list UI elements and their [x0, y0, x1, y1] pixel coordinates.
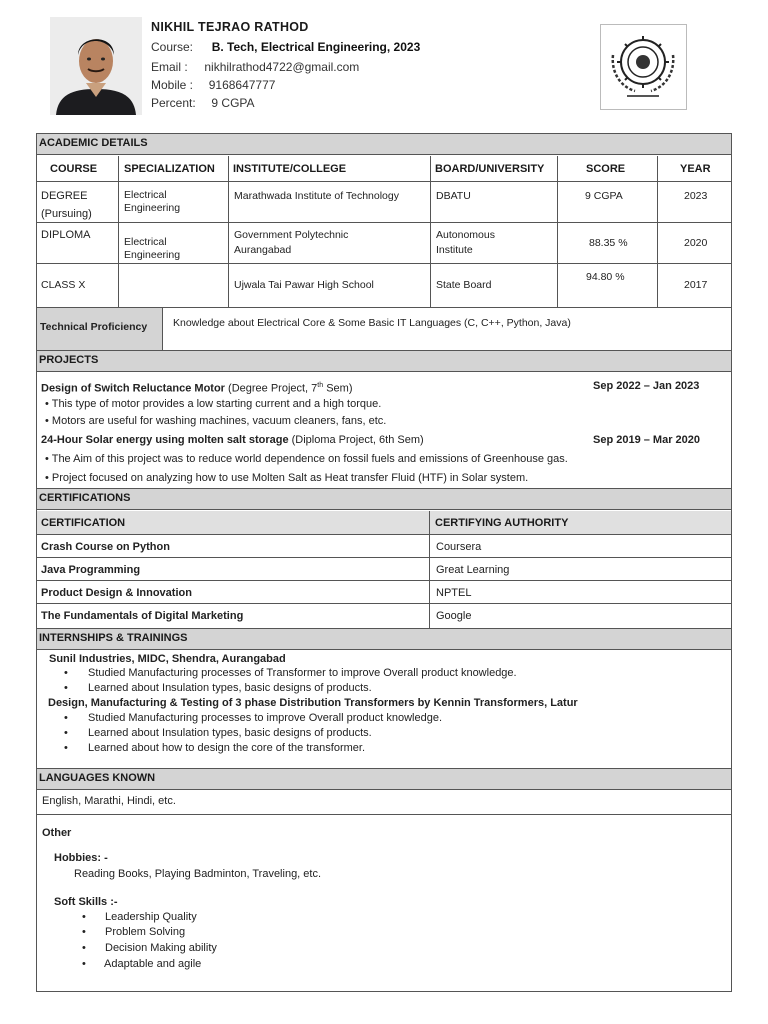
course-line [151, 40, 420, 54]
row3-score: 94.80 % [586, 271, 625, 283]
internships-section-title: INTERNSHIPS & TRAININGS [37, 628, 731, 650]
row3-year: 2017 [684, 279, 708, 291]
internship-2-bullet-3: • Learned about how to design the core of the transformer. [64, 742, 366, 754]
project1-bullet-1: • This type of motor provides a low starting current and a high torque. [45, 398, 382, 410]
other-title: Other [42, 827, 72, 839]
soft-skill-2: • Problem Solving [82, 926, 186, 938]
row2-course: DIPLOMA [41, 229, 91, 241]
course-value: B. Tech, Electrical Engineering, 2023 [211, 40, 421, 54]
email-label: Email : [151, 60, 188, 74]
col-board: BOARD/UNIVERSITY [435, 163, 545, 175]
mobile-label: Mobile : [151, 78, 194, 92]
row3-board: State Board [436, 279, 492, 291]
project2-bullet-1: • The Aim of this project was to reduce world dependence on fossil fuels and emissions of Greenhouse gas. [45, 453, 568, 465]
internship-1-bullet-1: • Studied Manufacturing processes of Transformer to improve Overall product knowledge. [64, 667, 517, 679]
soft-skill-3: • Decision Making ability [82, 942, 217, 954]
email-line [151, 60, 359, 74]
internship-1-company: Sunil Industries, MIDC, Shendra, Aurangabad [49, 653, 286, 665]
row3-institute: Ujwala Tai Pawar High School [234, 279, 374, 291]
col-year: YEAR [680, 163, 711, 175]
project2-title: 24-Hour Solar energy using molten salt storage (Diploma Project, 6th Sem) [41, 434, 424, 446]
percent-line [151, 96, 255, 110]
row1-score: 9 CGPA [585, 190, 623, 202]
mobile-value: 9168647777 [208, 78, 276, 92]
internship-1-bullet-2: • Learned about Insulation types, basic designs of products. [64, 682, 372, 694]
tech-value: Knowledge about Electrical Core & Some Basic IT Languages (C, C++, Python, Java) [173, 317, 571, 329]
candidate-name: NIKHIL TEJRAO RATHOD [151, 20, 309, 34]
cert-row-3-name: Product Design & Innovation [41, 587, 192, 599]
col-specialization: SPECIALIZATION [124, 163, 215, 175]
cert-col-authority: CERTIFYING AUTHORITY [435, 517, 569, 529]
hobbies-value: Reading Books, Playing Badminton, Traveling, etc. [74, 868, 322, 880]
row1-year: 2023 [684, 190, 708, 202]
percent-value: 9 CGPA [211, 96, 255, 110]
internship-2-bullet-1: • Studied Manufacturing processes to improve Overall product knowledge. [64, 712, 443, 724]
cert-row-1-name: Crash Course on Python [41, 541, 170, 553]
university-logo [600, 24, 687, 110]
row2-year: 2020 [684, 237, 708, 249]
cert-row-2-authority: Great Learning [436, 564, 510, 576]
cert-row-1-authority: Coursera [436, 541, 482, 553]
cert-row-3-authority: NPTEL [436, 587, 472, 599]
project1-date: Sep 2022 – Jan 2023 [593, 380, 700, 392]
row1-spec: Electrical Engineering [124, 189, 181, 214]
row2-board: Autonomous Institute [436, 229, 495, 256]
cert-row-4-name: The Fundamentals of Digital Marketing [41, 610, 244, 622]
course-label: Course: [151, 40, 194, 54]
internship-2-bullet-2: • Learned about Insulation types, basic designs of products. [64, 727, 372, 739]
col-course: COURSE [50, 163, 98, 175]
col-score: SCORE [586, 163, 626, 175]
languages-section-title: LANGUAGES KNOWN [37, 768, 731, 790]
row2-institute: Government Polytechnic Aurangabad [234, 229, 349, 256]
tech-label: Technical Proficiency [40, 321, 148, 333]
row2-spec: Electrical Engineering [124, 236, 181, 261]
hobbies-label: Hobbies: - [54, 852, 108, 864]
projects-section-title: PROJECTS [37, 350, 731, 372]
certifications-section-title: CERTIFICATIONS [37, 488, 731, 510]
row1-board: DBATU [436, 190, 471, 202]
project1-bullet-2: • Motors are useful for washing machines, vacuum cleaners, fans, etc. [45, 415, 387, 427]
mobile-line [151, 78, 275, 92]
languages-value: English, Marathi, Hindi, etc. [42, 795, 176, 807]
cert-row-2-name: Java Programming [41, 564, 141, 576]
internship-2-company: Design, Manufacturing & Testing of 3 phase Distribution Transformers by Kennin Transformers, Latur [48, 697, 578, 709]
row1-institute: Marathwada Institute of Technology [234, 190, 399, 202]
project2-bullet-2: • Project focused on analyzing how to use Molten Salt as Heat transfer Fluid (HTF) in Solar system. [45, 472, 529, 484]
row2-score: 88.35 % [589, 237, 628, 249]
soft-skills-label: Soft Skills :- [54, 896, 118, 908]
cert-col-certification: CERTIFICATION [41, 517, 126, 529]
soft-skill-4: • Adaptable and agile [82, 958, 202, 970]
row1-course: DEGREE (Pursuing) [41, 190, 92, 220]
profile-photo [50, 17, 142, 115]
percent-label: Percent: [151, 96, 196, 110]
project2-date: Sep 2019 – Mar 2020 [593, 434, 701, 446]
resume-frame [36, 133, 732, 992]
project1-title: Design of Switch Reluctance Motor (Degree Project, 7th Sem) [41, 382, 353, 395]
cert-row-4-authority: Google [436, 610, 472, 622]
academic-section-title: ACADEMIC DETAILS [37, 133, 731, 155]
soft-skill-1: • Leadership Quality [82, 911, 197, 923]
cert-header-row [37, 511, 731, 534]
col-institute: INSTITUTE/COLLEGE [233, 163, 347, 175]
email-value[interactable]: nikhilrathod4722@gmail.com [204, 60, 360, 74]
row3-course: CLASS X [41, 279, 86, 291]
